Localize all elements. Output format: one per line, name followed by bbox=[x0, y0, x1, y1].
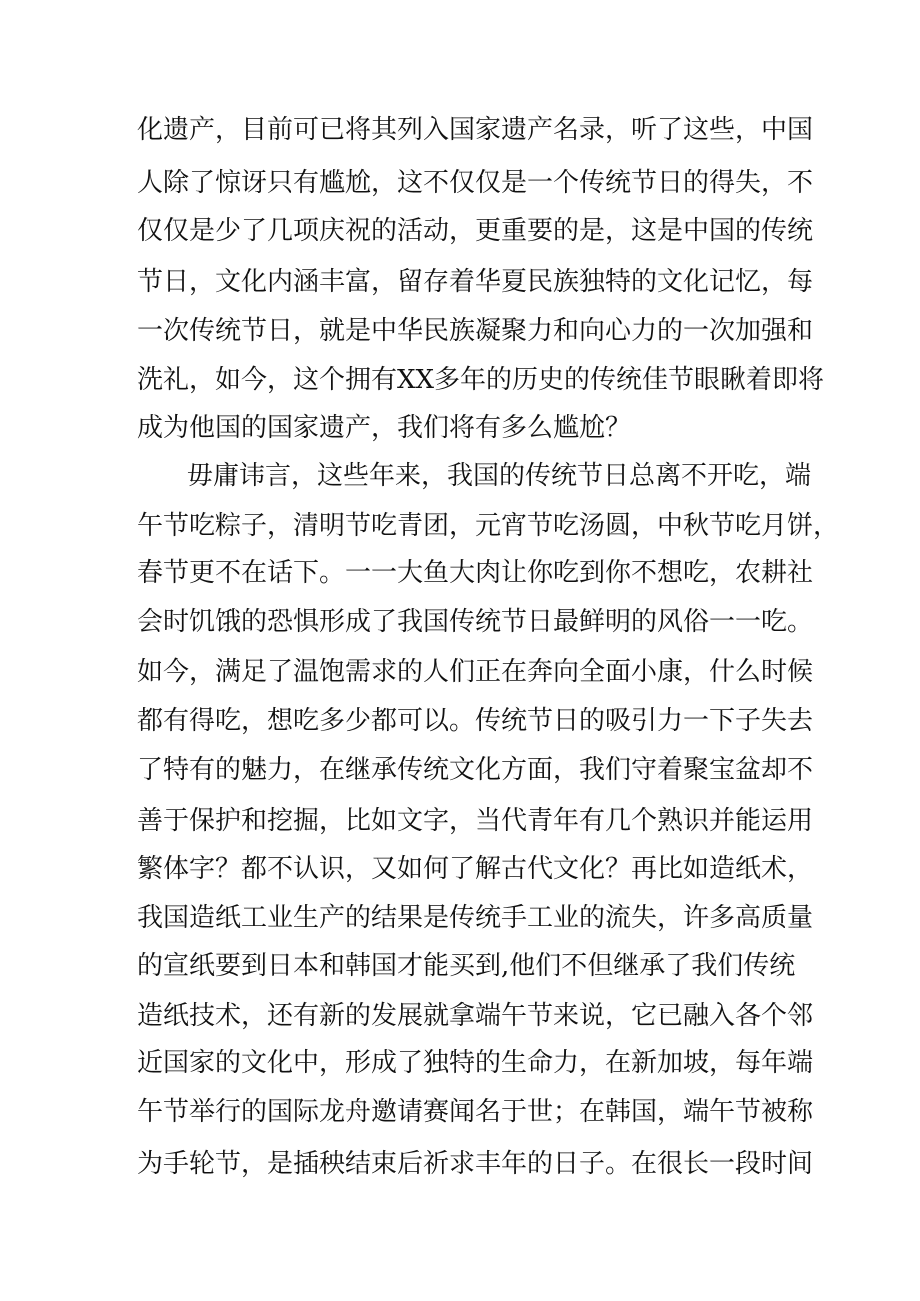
text-line: 会时饥饿的恐惧形成了我国传统节日最鲜明的风俗一一吃。 bbox=[137, 607, 814, 637]
text-line: 近国家的文化中，形成了独特的生命力，在新加坡，每年端 bbox=[137, 1048, 814, 1078]
paragraph-first-line: 毋庸讳言，这些年来，我国的传统节日总离不开吃，端 bbox=[187, 461, 812, 491]
text-line: 我国造纸工业生产的结果是传统手工业的流失，许多高质量 bbox=[137, 903, 814, 933]
text-line: 仅仅是少了几项庆祝的活动，更重要的是，这是中国的传统 bbox=[137, 216, 814, 246]
text-line: 洗礼，如今，这个拥有XX多年的历史的传统佳节眼瞅着即将 bbox=[137, 365, 825, 395]
text-line: 了特有的魅力，在继承传统文化方面，我们守着聚宝盆却不 bbox=[137, 755, 814, 785]
text-line: 都有得吃，想吃多少都可以。传统节日的吸引力一下子失去 bbox=[137, 706, 814, 736]
text-line: 午节举行的国际龙舟邀请赛闻名于世；在韩国，端午节被称 bbox=[137, 1097, 814, 1127]
text-line: 的宣纸要到日本和韩国才能买到,他们不但继承了我们传统 bbox=[137, 951, 796, 981]
text-line: 成为他国的国家遗产，我们将有多么尴尬？ bbox=[137, 413, 632, 443]
text-line: 人除了惊讶只有尴尬，这不仅仅是一个传统节日的得失，不 bbox=[137, 168, 814, 198]
text-line: 繁体字？都不认识，又如何了解古代文化？再比如造纸术， bbox=[137, 854, 814, 884]
text-line: 节日，文化内涵丰富，留存着华夏民族独特的文化记忆，每 bbox=[137, 267, 814, 297]
text-line: 为手轮节，是插秧结束后祈求丰年的日子。在很长一段时间 bbox=[137, 1149, 814, 1179]
text-line: 造纸技术，还有新的发展就拿端午节来说，它已融入各个邻 bbox=[137, 1001, 814, 1031]
text-line: 午节吃粽子，清明节吃青团，元宵节吃汤圆，中秋节吃月饼， bbox=[137, 511, 840, 541]
text-line: 如今，满足了温饱需求的人们正在奔向全面小康，什么时候 bbox=[137, 657, 814, 687]
text-line: 化遗产，目前可已将其列入国家遗产名录，听了这些，中国 bbox=[137, 115, 814, 145]
text-line: 春节更不在话下。一一大鱼大肉让你吃到你不想吃，农耕社 bbox=[137, 558, 814, 588]
text-line: 善于保护和挖掘，比如文字，当代青年有几个熟识并能运用 bbox=[137, 806, 814, 836]
text-line: 一次传统节日，就是中华民族凝聚力和向心力的一次加强和 bbox=[137, 316, 814, 346]
